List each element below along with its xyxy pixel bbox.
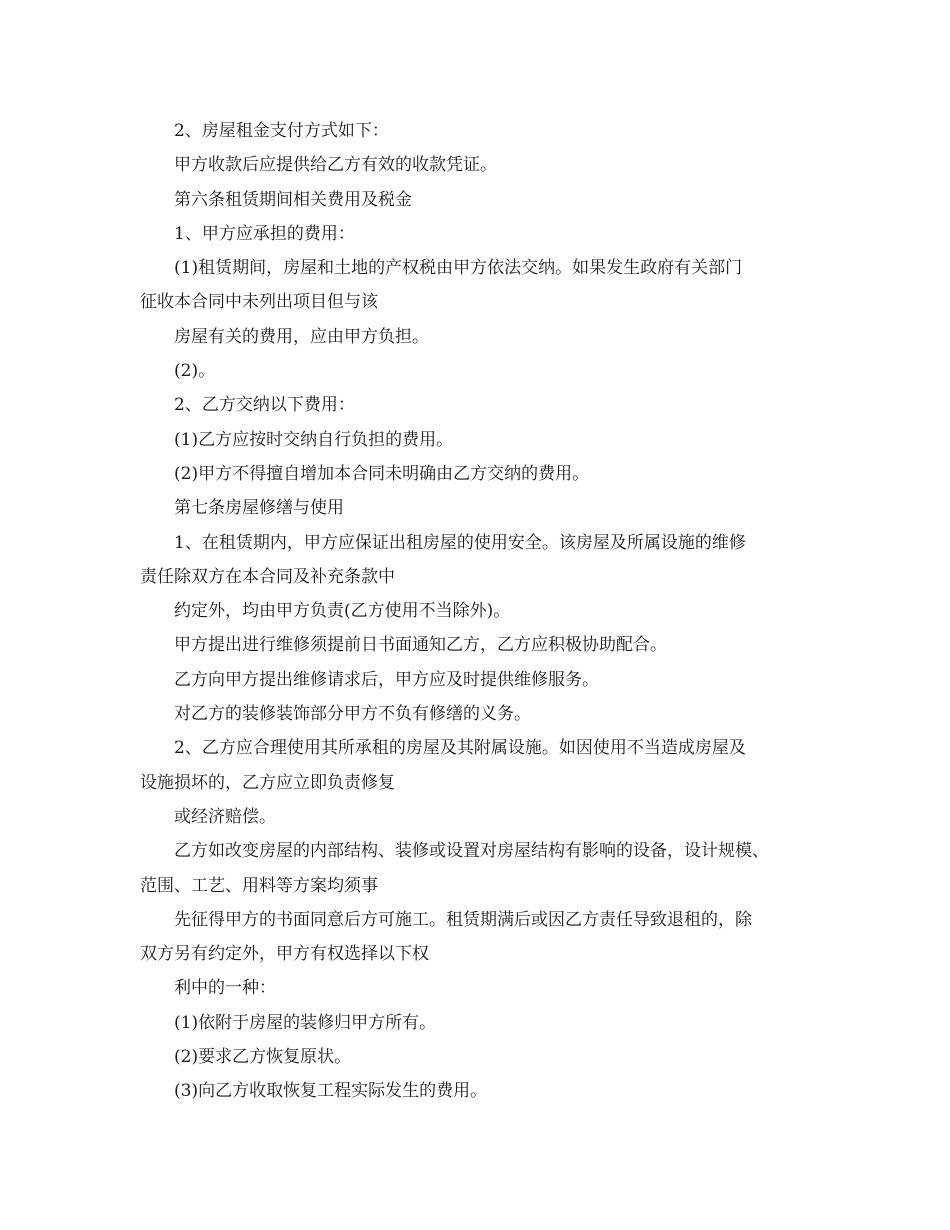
text-line: 1、甲方应承担的费用： [174,223,355,244]
list-item: (2)要求乙方恢复原状。 [174,1047,352,1068]
text-line: 设施损坏的，乙方应立即负责修复 [140,772,395,793]
text-line: 2、房屋租金支付方式如下： [174,121,389,141]
text-line: 双方另有约定外，甲方有权选择以下权 [140,944,429,965]
text-line: (2)。 [174,361,216,382]
text-line: 乙方向甲方提出维修请求后，甲方应及时提供维修服务。 [174,669,599,690]
text-line: 责任除双方在本合同及补充条款中 [140,566,395,587]
text-line: (1)租赁期间，房屋和土地的产权税由甲方依法交纳。如果发生政府有关部门 [174,258,743,279]
text-line: 甲方收款后应提供给乙方有效的收款凭证。 [174,155,497,176]
text-line: 甲方提出进行维修须提前日书面通知乙方，乙方应积极协助配合。 [174,635,667,656]
text-line: 征收本合同中未列出项目但与该 [140,292,378,313]
text-line: (2)甲方不得擅自增加本合同未明确由乙方交纳的费用。 [174,463,590,484]
text-line: 乙方如改变房屋的内部结构、装修或设置对房屋结构有影响的设备，设计规模、 [174,841,769,862]
text-line: 先征得甲方的书面同意后方可施工。租赁期满后或因乙方责任导致退租的，除 [174,909,752,930]
text-line: 2、乙方应合理使用其所承租的房屋及其附属设施。如因使用不当造成房屋及 [174,738,746,759]
text-line: (1)乙方应按时交纳自行负担的费用。 [174,429,454,450]
text-line: 房屋有关的费用，应由甲方负担。 [174,326,429,347]
section-heading: 第七条房屋修缮与使用 [174,498,344,519]
document-body [140,114,830,1109]
list-item: (1)依附于房屋的装修归甲方所有。 [174,1012,437,1033]
text-line: 范围、工艺、用料等方案均须事 [140,875,378,896]
text-line: 1、在租赁期内，甲方应保证出租房屋的使用安全。该房屋及所属设施的维修 [174,532,746,553]
text-line: 或经济赔偿。 [174,806,276,827]
text-line: 2、乙方交纳以下费用： [174,395,355,416]
text-line: 约定外，均由甲方负责(乙方使用不当除外)。 [174,601,511,622]
section-heading: 第六条租赁期间相关费用及税金 [174,189,412,210]
text-line: 对乙方的装修装饰部分甲方不负有修缮的义务。 [174,704,531,725]
list-item: (3)向乙方收取恢复工程实际发生的费用。 [174,1081,488,1102]
text-line: 利中的一种： [174,978,276,999]
